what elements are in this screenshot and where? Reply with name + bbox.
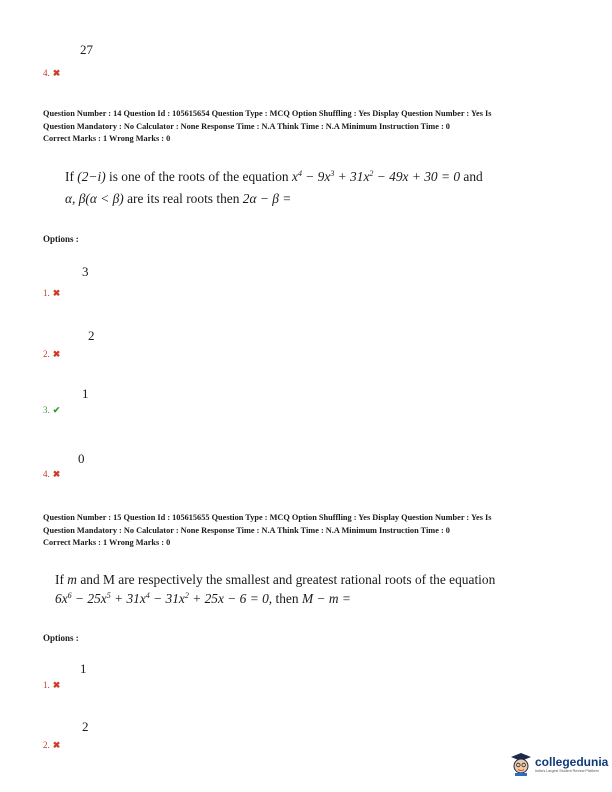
check-icon: ✔ <box>52 405 61 415</box>
math-root: (2−i) <box>77 169 106 184</box>
question-14-meta <box>43 108 491 146</box>
option-number-label: 1. <box>43 288 50 298</box>
option-number-label: 4. <box>43 68 50 78</box>
question-line-1 <box>65 166 483 188</box>
option-number-label: 1. <box>43 680 50 690</box>
logo-text <box>535 755 608 773</box>
text-run: then <box>275 591 299 606</box>
math-expression: 2α − β = <box>242 191 292 206</box>
logo-name: collegedunia <box>535 755 609 769</box>
text-run: If <box>55 572 64 587</box>
option-number <box>43 405 60 416</box>
option-value: 3 <box>82 264 89 279</box>
option-number-label: 2. <box>43 740 50 750</box>
text-run: and M are respectively the smallest and greatest rational roots of the equation <box>80 572 496 587</box>
math-roots: α, β(α < β) <box>65 191 124 206</box>
option-value: 1 <box>82 386 89 401</box>
cross-icon: ✖ <box>52 288 61 298</box>
option-number-label: 2. <box>43 349 50 359</box>
options-label: Options : <box>43 633 79 643</box>
cross-icon: ✖ <box>52 469 61 479</box>
option-number <box>43 68 60 79</box>
option-value: 0 <box>78 451 85 466</box>
text-run: are its real roots then <box>127 191 240 206</box>
math-expression: M − m = <box>301 591 351 606</box>
options-label: Options : <box>43 234 79 244</box>
question-14-text <box>65 166 483 210</box>
collegedunia-logo <box>510 752 608 776</box>
cross-icon: ✖ <box>52 68 61 78</box>
option-value: 27 <box>80 42 93 57</box>
meta-line: Question Number : 14 Question Id : 105615654 Question Type : MCQ Option Shuffling : Yes Display Question Number : Yes Is <box>43 109 492 118</box>
question-line-2 <box>55 589 495 608</box>
question-15-text <box>55 570 495 608</box>
question-line-2 <box>65 188 483 210</box>
cross-icon: ✖ <box>52 349 61 359</box>
option-number <box>43 680 60 691</box>
option-number <box>43 469 60 480</box>
meta-line: Correct Marks : 1 Wrong Marks : 0 <box>43 134 171 143</box>
math-equation: $6x^6 - 25x^5 + 31x^4 - 31x^2 + 25x - 6 = 0$, <box>55 591 273 606</box>
mascot-icon <box>510 752 532 776</box>
meta-line: Question Number : 15 Question Id : 105615655 Question Type : MCQ Option Shuffling : Yes Display Question Number : Yes Is <box>43 513 492 522</box>
text-run: is one of the roots of the equation <box>109 169 289 184</box>
option-value: 2 <box>88 328 95 343</box>
math-equation: $x^4 - 9x^3 + 31x^2 - 49x + 30 = 0$ <box>292 169 461 184</box>
option-number <box>43 288 60 299</box>
meta-line: Question Mandatory : No Calculator : None Response Time : N.A Think Time : N.A Minimum Instruction Time : 0 <box>43 525 450 535</box>
option-number-label: 3. <box>43 405 50 415</box>
cross-icon: ✖ <box>52 740 61 750</box>
question-15-meta <box>43 512 491 550</box>
option-number <box>43 740 60 751</box>
option-number-label: 4. <box>43 469 50 479</box>
question-line-1 <box>55 570 495 589</box>
meta-line: Question Mandatory : No Calculator : None Response Time : N.A Think Time : N.A Minimum Instruction Time : 0 <box>43 121 450 131</box>
meta-line: Correct Marks : 1 Wrong Marks : 0 <box>43 538 171 547</box>
option-value: 2 <box>82 719 89 734</box>
option-value: 1 <box>80 661 87 676</box>
logo-tagline: India's Largest Student Review Platform <box>535 769 599 773</box>
cross-icon: ✖ <box>52 680 61 690</box>
text-run: If <box>65 169 74 184</box>
text-run: and <box>463 169 483 184</box>
option-number <box>43 349 60 360</box>
math-var: m <box>67 572 77 587</box>
